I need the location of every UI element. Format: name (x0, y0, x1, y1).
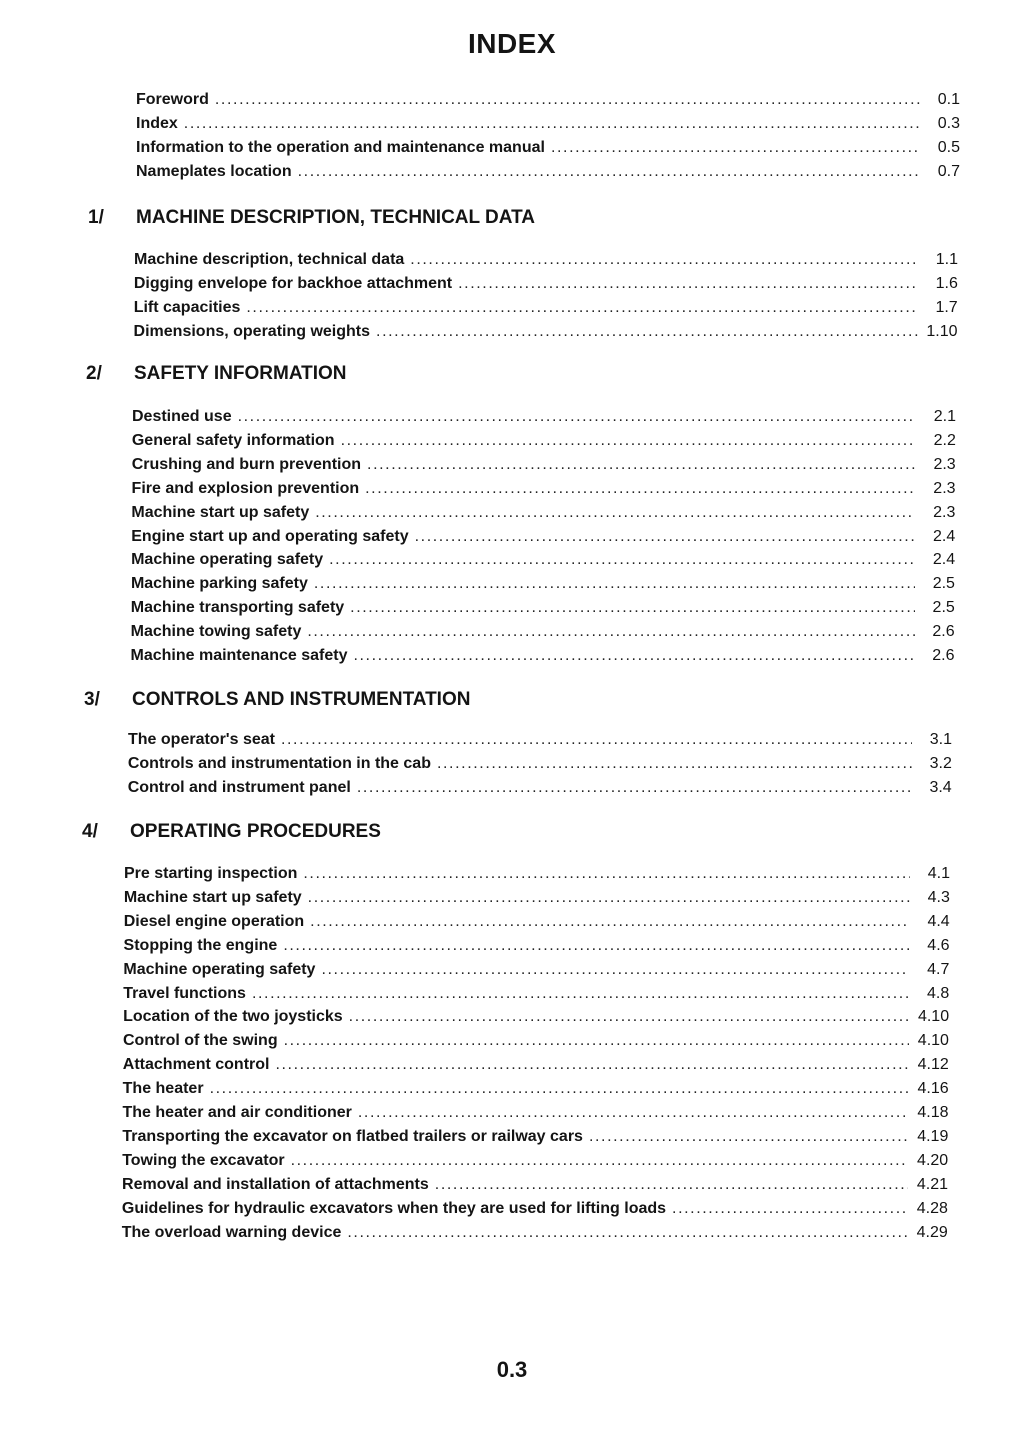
index-entry (136, 138, 960, 158)
entry-page: 2.4 (932, 551, 956, 568)
index-entry (123, 1031, 949, 1051)
dot-leader (246, 298, 917, 318)
page-title: INDEX (467, 28, 557, 59)
section-number: 3/ (84, 689, 100, 710)
entry-label: Control and instrument panel (127, 779, 351, 796)
index-entry (134, 250, 958, 270)
dot-leader (349, 1007, 909, 1027)
entry-page: 2.4 (933, 528, 956, 545)
index-entry (122, 1151, 948, 1171)
index-entry (131, 503, 955, 523)
dot-leader (314, 574, 915, 594)
entry-page: 3.2 (929, 755, 952, 772)
section-title: CONTROLS AND INSTRUMENTATION (132, 689, 471, 710)
entry-page: 4.16 (917, 1080, 949, 1097)
index-entry (136, 90, 960, 110)
section-heading (88, 206, 535, 230)
entry-page: 4.18 (917, 1104, 949, 1121)
index-entry (122, 1223, 948, 1243)
entry-page: 4.21 (916, 1176, 949, 1193)
index-entry (122, 1175, 948, 1195)
entry-page: 2.2 (933, 432, 956, 449)
entry-label: Travel functions (123, 985, 246, 1002)
index-entry (131, 550, 955, 570)
section-title: MACHINE DESCRIPTION, TECHNICAL DATA (136, 207, 535, 228)
index-entry (131, 622, 955, 642)
entry-page: 2.3 (933, 504, 956, 521)
dot-leader (184, 114, 920, 134)
index-entry (131, 646, 955, 666)
entry-page: 2.6 (932, 623, 955, 640)
index-entry (128, 730, 952, 750)
entry-label: The heater and air conditioner (122, 1104, 352, 1121)
dot-leader (275, 1055, 908, 1075)
index-entry (123, 1079, 949, 1099)
entry-label: Machine parking safety (130, 575, 308, 592)
dot-leader (315, 503, 915, 523)
dot-leader (310, 912, 910, 932)
dot-leader (307, 622, 914, 642)
dot-leader (551, 138, 920, 158)
index-entry (128, 754, 952, 774)
dot-leader (210, 1079, 909, 1099)
entry-label: Machine operating safety (123, 961, 316, 978)
entry-label: Removal and installation of attachments (122, 1176, 429, 1193)
index-entry (134, 274, 958, 294)
entry-page: 4.10 (917, 1032, 949, 1049)
entry-label: Stopping the engine (123, 937, 278, 954)
entry-label: Diesel engine operation (123, 913, 305, 930)
entry-page: 0.7 (937, 163, 960, 180)
dot-leader (347, 1223, 907, 1243)
entry-label: Index (136, 115, 178, 132)
entry-label: The heater (122, 1080, 204, 1097)
index-entry (124, 912, 950, 932)
dot-leader (308, 888, 910, 908)
section-number: 4/ (82, 821, 98, 842)
entry-label: Machine transporting safety (130, 599, 345, 616)
dot-leader (321, 960, 909, 980)
entry-page: 1.6 (935, 275, 958, 292)
section-title: SAFETY INFORMATION (134, 363, 347, 384)
entry-page: 4.12 (917, 1056, 949, 1073)
entry-label: Digging envelope for backhoe attachment (133, 275, 453, 292)
dot-leader (298, 162, 920, 182)
entry-page: 2.5 (932, 599, 955, 616)
dot-leader (589, 1127, 908, 1147)
dot-leader (437, 754, 912, 774)
entry-label: Fire and explosion prevention (131, 480, 360, 497)
entry-page: 4.19 (917, 1128, 949, 1145)
entry-label: Engine start up and operating safety (131, 528, 409, 545)
entry-label: Machine towing safety (130, 623, 302, 640)
entry-page: 0.5 (937, 139, 960, 156)
index-entry (131, 598, 955, 618)
entry-page: 1.7 (935, 299, 958, 316)
dot-leader (252, 984, 909, 1004)
index-entry (123, 1055, 949, 1075)
index-entry (136, 162, 960, 182)
entry-page: 1.1 (935, 251, 958, 268)
entry-label: Destined use (132, 408, 232, 425)
entry-page: 1.10 (926, 323, 958, 340)
dot-leader (341, 431, 916, 451)
entry-page: 2.5 (932, 575, 955, 592)
index-entry (132, 431, 956, 451)
dot-leader (215, 90, 920, 110)
entry-label: Machine start up safety (131, 504, 310, 521)
entry-label: Towing the excavator (122, 1152, 285, 1169)
dot-leader (291, 1151, 909, 1171)
entry-label: Machine description, technical data (134, 251, 405, 268)
index-entry (134, 322, 958, 342)
section-title: OPERATING PROCEDURES (130, 821, 381, 842)
section-number: 1/ (88, 207, 104, 228)
entry-label: Crushing and burn prevention (131, 456, 362, 473)
dot-leader (357, 778, 912, 798)
index-entry (132, 455, 956, 475)
index-entry (132, 479, 956, 499)
index-entry (124, 888, 950, 908)
dot-leader (329, 550, 915, 570)
index-entry (134, 298, 958, 318)
entry-label: Dimensions, operating weights (133, 323, 371, 340)
dot-leader (350, 598, 915, 618)
dot-leader (238, 407, 916, 427)
entry-page: 4.1 (927, 865, 950, 882)
entry-label: General safety information (131, 432, 335, 449)
entry-label: Information to the operation and maintenance manual (136, 139, 545, 156)
entry-page: 4.10 (917, 1008, 950, 1025)
entry-page: 2.1 (933, 408, 956, 425)
entry-label: Controls and instrumentation in the cab (127, 755, 431, 772)
entry-label: Pre starting inspection (124, 865, 298, 882)
index-entry (123, 984, 949, 1004)
section-heading (82, 820, 381, 844)
entry-page: 4.4 (927, 913, 950, 930)
dot-leader (410, 250, 918, 270)
index-entry (123, 1007, 949, 1027)
dot-leader (281, 730, 912, 750)
entry-page: 4.29 (916, 1224, 948, 1241)
entry-page: 4.7 (927, 961, 950, 978)
dot-leader (435, 1175, 908, 1195)
entry-label: The operator's seat (128, 731, 275, 748)
dot-leader (283, 936, 909, 956)
index-entry (122, 1127, 948, 1147)
page-number: 0.3 (496, 1357, 528, 1382)
entry-page: 2.6 (932, 647, 955, 664)
entry-page: 4.3 (927, 889, 950, 906)
dot-leader (358, 1103, 909, 1123)
index-entry (128, 778, 952, 798)
entry-page: 0.3 (937, 115, 960, 132)
entry-label: Control of the swing (122, 1032, 278, 1049)
dot-leader (365, 479, 915, 499)
section-number: 2/ (86, 363, 102, 384)
dot-leader (672, 1199, 908, 1219)
index-entry (131, 574, 955, 594)
dot-leader (303, 864, 910, 884)
entry-label: Foreword (136, 91, 209, 108)
dot-leader (284, 1031, 909, 1051)
section-heading (84, 688, 470, 712)
section-heading (86, 362, 347, 386)
dot-leader (367, 455, 916, 475)
index-entry (124, 864, 950, 884)
entry-page: 2.3 (933, 456, 956, 473)
entry-page: 4.28 (916, 1200, 948, 1217)
entry-label: Nameplates location (136, 163, 292, 180)
index-entry (122, 1199, 948, 1219)
index-entry (123, 1103, 949, 1123)
dot-leader (458, 274, 918, 294)
entry-label: Machine maintenance safety (130, 647, 348, 664)
entry-label: Machine operating safety (131, 551, 324, 568)
entry-page: 3.1 (929, 731, 952, 748)
entry-label: Guidelines for hydraulic excavators when they are used for lifting loads (121, 1200, 667, 1217)
entry-label: Transporting the excavator on flatbed trailers or railway cars (122, 1128, 583, 1145)
dot-leader (415, 527, 916, 547)
dot-leader (376, 322, 918, 342)
entry-label: Location of the two joysticks (123, 1008, 343, 1025)
entry-label: The overload warning device (121, 1224, 342, 1241)
index-entry (132, 407, 956, 427)
index-entry (124, 936, 950, 956)
entry-label: Machine start up safety (123, 889, 302, 906)
entry-label: Lift capacities (133, 299, 241, 316)
entry-label: Attachment control (122, 1056, 270, 1073)
index-entry (123, 960, 949, 980)
entry-page: 0.1 (937, 91, 960, 108)
index-entry (136, 114, 960, 134)
entry-page: 4.8 (927, 985, 950, 1002)
entry-page: 2.3 (933, 480, 956, 497)
dot-leader (353, 646, 914, 666)
entry-page: 4.6 (927, 937, 950, 954)
entry-page: 4.20 (917, 1152, 949, 1169)
index-entry (131, 527, 955, 547)
entry-page: 3.4 (929, 779, 952, 796)
